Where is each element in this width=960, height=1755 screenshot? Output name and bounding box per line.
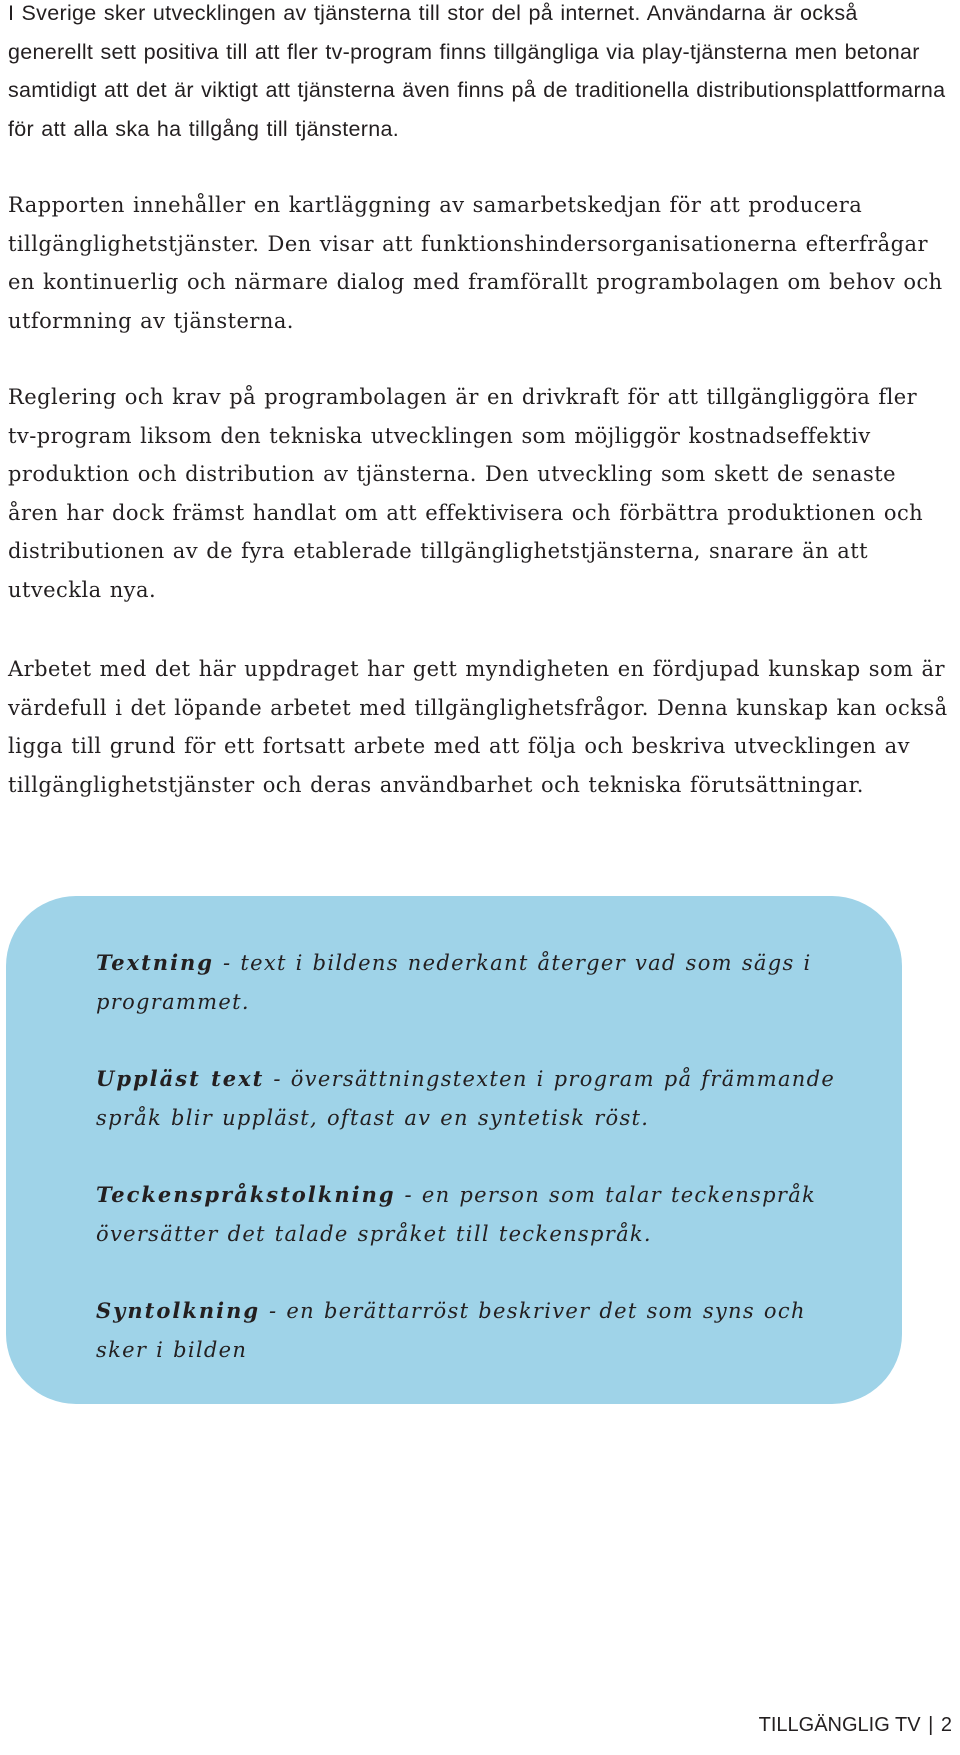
conclusion-paragraph: Arbetet med det här uppdraget har gett myndigheten en fördjupad kunskap som är värdefull i det löpande arbetet med tillgänglighetsfrågor. Denna kunskap kan också ligga till grund för ett fortsatt arbete med att följa och beskriva utvecklingen av tillgänglighetstjänster och deras användbarhet och tekniska förutsättningar. xyxy=(8,657,948,797)
definition-text: - översättningstexten i program på främmande språk blir uppläst, oftast av en syntetisk röst. xyxy=(96,1067,836,1130)
definition-textning xyxy=(96,944,836,1021)
footer-separator: | xyxy=(928,1714,934,1736)
definition-upplast-text xyxy=(96,1060,836,1137)
report-mapping-paragraph: Rapporten innehåller en kartläggning av samarbetskedjan för att producera tillgänglighetstjänster. Den visar att funktionshindersorganisationerna efterfrågar en kontinuerlig och närmare dialog med framförallt programbolagen om behov och utformning av tjänsterna. xyxy=(8,193,943,333)
definition-term: Teckenspråkstolkning xyxy=(96,1182,396,1207)
definition-teckensprakstolkning xyxy=(96,1176,836,1253)
definition-text: - text i bildens nederkant återger vad som sägs i programmet. xyxy=(96,951,812,1014)
page-footer xyxy=(759,1712,952,1738)
footer-title: TILLGÄNGLIG TV xyxy=(758,1714,921,1736)
definition-text: - en person som talar teckenspråk översätter det talade språket till teckenspråk. xyxy=(96,1183,817,1246)
definition-term: Syntolkning xyxy=(96,1298,261,1323)
definition-term: Textning xyxy=(96,950,214,975)
definition-term: Uppläst text xyxy=(96,1066,265,1091)
definition-syntolkning xyxy=(96,1292,836,1369)
page-number: 2 xyxy=(940,1714,952,1736)
regulation-paragraph: Reglering och krav på programbolagen är en drivkraft för att tillgängliggöra fler tv-program liksom den tekniska utvecklingen som möjliggör kostnadseffektiv produktion och distribution av tjänsterna. Den utveckling som skett de senaste åren har dock främst handlat om att effektivisera och förbättra produktionen och distributionen av de fyra etablerade tillgänglighetstjänsterna, snarare än att utveckla nya. xyxy=(8,385,924,602)
intro-paragraph: I Sverige sker utvecklingen av tjänsterna till stor del på internet. Användarna är också generellt sett positiva till att fler tv-program finns tillgängliga via play-tjänsterna men betonar samtidigt att det är viktigt att tjänsterna även finns på de traditionella distributionsplattformarna för att alla ska ha tillgång till tjänsterna. xyxy=(8,1,946,141)
definition-text: - en berättarröst beskriver det som syns och sker i bilden xyxy=(96,1299,806,1362)
